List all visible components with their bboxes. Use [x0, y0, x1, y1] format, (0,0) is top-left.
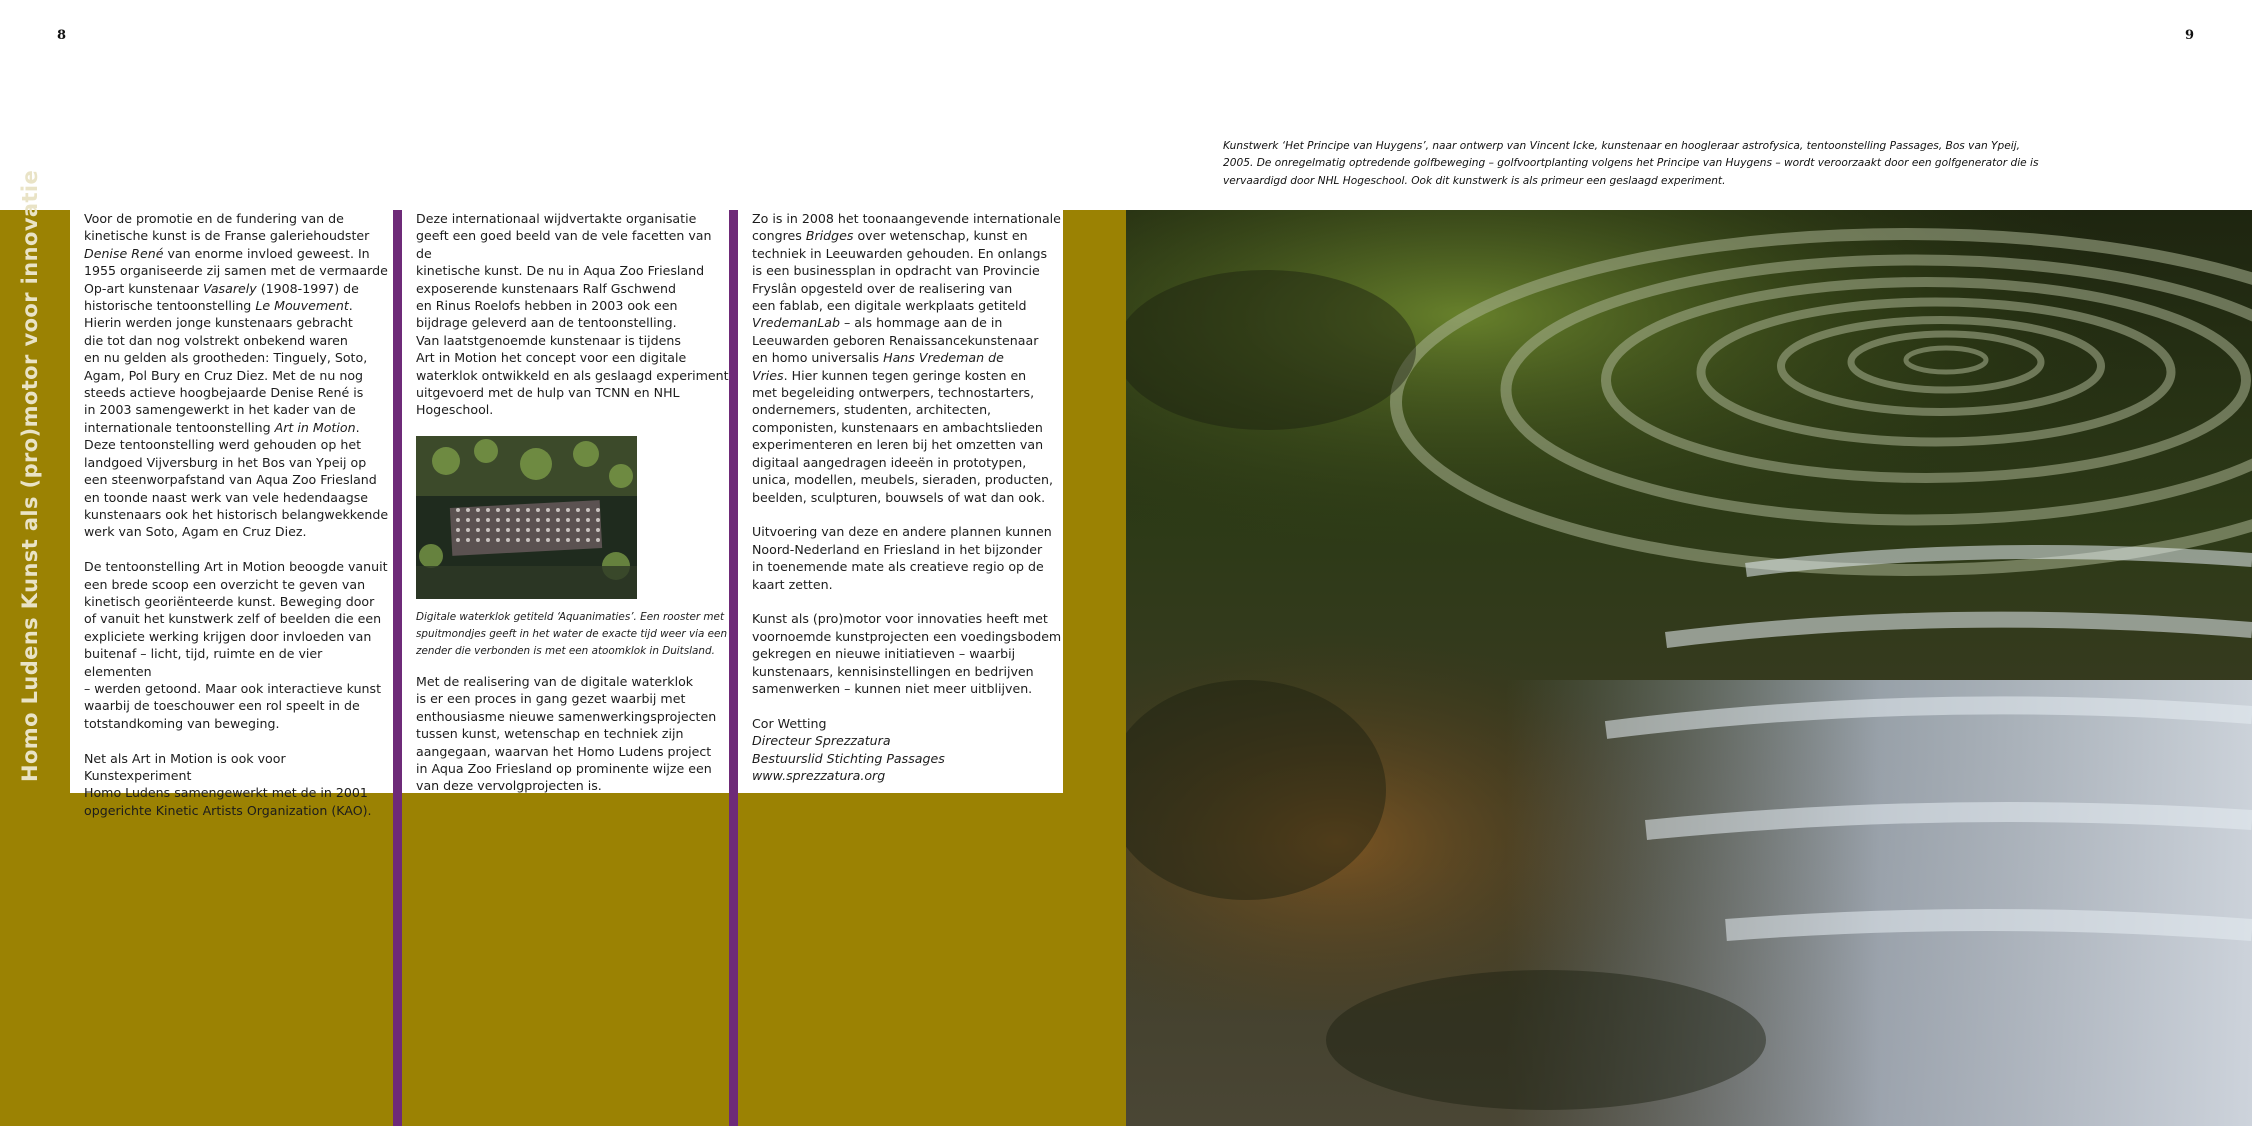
text-line: kinetische kunst is de Franse galeriehoudster [84, 228, 370, 244]
text-line: Hogeschool. [416, 402, 494, 418]
text-segment: en homo universalis [752, 350, 884, 366]
text-line: Met de realisering van de digitale waterklok [416, 673, 694, 689]
text-line: van deze vervolgprojecten is. [416, 778, 602, 794]
text-line [84, 419, 393, 436]
paragraph [752, 610, 1063, 697]
text-line [84, 245, 393, 262]
water-ripple-image [1126, 210, 2252, 1126]
text-line: samenwerken – kunnen niet meer uitblijven. [752, 680, 1033, 696]
text-line: bijdrage geleverd aan de tentoonstelling. [416, 315, 677, 331]
paragraph-gap [84, 541, 393, 558]
paragraph [752, 523, 1063, 593]
text-line: Deze internationaal wijdvertakte organisatie [416, 211, 697, 226]
text-segment: – als hommage aan de in [839, 315, 1003, 331]
paragraph [84, 210, 393, 541]
paragraph-gap [84, 732, 393, 749]
paragraph [84, 750, 393, 820]
paragraph-gap [416, 660, 729, 673]
text-line: is er een proces in gang gezet waarbij met [416, 691, 686, 707]
text-line: Homo Ludens samengewerkt met de in 2001 [84, 785, 368, 801]
paragraph-gap [752, 506, 1063, 523]
text-line: Zo is in 2008 het toonaangevende internationale [752, 211, 1061, 226]
text-line: totstandkoming van beweging. [84, 715, 280, 731]
text-line: werk van Soto, Agam en Cruz Diez. [84, 524, 307, 540]
author-role: Directeur Sprezzatura [752, 733, 891, 749]
author-url: www.sprezzatura.org [752, 767, 886, 783]
text-line: 1955 organiseerde zij samen met de vermaarde [84, 263, 388, 279]
text-segment: (1908-1997) de [256, 280, 359, 296]
caption-line: 2005. De onregelmatig optredende golfbeweging – golfvoortplanting volgens het Principe van Huygens – wordt veroorzaakt door een golfgenerator die is [1223, 157, 2039, 170]
waterklok-image [416, 436, 637, 599]
text-line: Net als Art in Motion is ook voor Kunstexperiment [84, 750, 286, 783]
text-line: voornoemde kunstprojecten een voedingsbodem [752, 628, 1062, 644]
text-segment: Op-art kunstenaar [84, 280, 204, 296]
text-segment: historische tentoonstelling [84, 298, 256, 314]
text-line: exposerende kunstenaars Ralf Gschwend [416, 280, 677, 296]
caption-line: vervaardigd door NHL Hogeschool. Ook dit kunstwerk is als primeur een geslaagd experiment. [1223, 174, 1726, 187]
text-line: ondernemers, studenten, architecten, [752, 402, 992, 418]
text-line [84, 280, 393, 297]
text-segment: . [348, 298, 353, 314]
text-line: buitenaf – licht, tijd, ruimte en de vier elementen [84, 646, 323, 679]
text-line: spuitmondjes geeft in het water de exacte tijd weer via een [416, 627, 728, 640]
text-line: Noord-Nederland en Friesland in het bijzonder [752, 541, 1043, 557]
text-column-2 [402, 210, 729, 793]
text-segment: congres [752, 228, 806, 244]
text-line [84, 297, 393, 314]
text-line: Digitale waterklok getiteld ‘Aquanimaties’. Een rooster met [416, 610, 725, 623]
text-line: Agam, Pol Bury en Cruz Diez. Met de nu nog [84, 367, 364, 383]
paragraph [416, 673, 729, 795]
photo-caption [1223, 138, 2039, 190]
text-line: kinetisch georiënteerde kunst. Beweging door [84, 593, 375, 609]
author-board: Bestuurslid Stichting Passages [752, 750, 945, 766]
paragraph-gap [752, 593, 1063, 610]
page-number-right: 9 [2185, 28, 2195, 43]
text-line: expliciete werking krijgen door invloeden van [84, 628, 372, 644]
column-divider-2 [729, 210, 738, 1126]
text-line: Deze tentoonstelling werd gehouden op het [84, 437, 362, 453]
text-line: of vanuit het kunstwerk zelf of beelden die een [84, 611, 382, 627]
text-line: zender die verbonden is met een atoomklok in Duitsland. [416, 644, 715, 657]
page-number-left: 8 [57, 28, 67, 43]
paragraph [416, 609, 729, 660]
text-segment: . [355, 419, 360, 435]
text-column-1 [70, 210, 393, 818]
text-line: Voor de promotie en de fundering van de [84, 211, 344, 226]
text-line: Van laatstgenoemde kunstenaar is tijdens [416, 332, 681, 348]
italic-text: Vries [752, 367, 784, 383]
text-line: uitgevoerd met de hulp van TCNN en NHL [416, 385, 680, 401]
waterklok-photo [416, 436, 637, 599]
signature-block [752, 715, 1063, 785]
text-line: in toenemende mate als creatieve regio op de [752, 559, 1044, 575]
paragraph-gap [752, 697, 1063, 714]
text-line [752, 349, 1063, 366]
text-line: componisten, kunstenaars en ambachtslieden [752, 419, 1043, 435]
italic-text: Le Mouvement [255, 298, 349, 314]
italic-text: Vasarely [203, 280, 257, 296]
text-line: Uitvoering van deze en andere plannen kunnen [752, 524, 1052, 540]
text-line: – werden getoond. Maar ook interactieve kunst [84, 680, 382, 696]
text-line: kunstenaars ook het historisch belangwekkende [84, 506, 389, 522]
text-line: waarbij de toeschouwer een rol speelt in de [84, 698, 360, 714]
paragraph [752, 210, 1063, 506]
text-line [752, 314, 1063, 331]
text-line: kunstenaars, kennisinstellingen en bedrijven [752, 663, 1034, 679]
text-line: De tentoonstelling Art in Motion beoogde vanuit [84, 559, 388, 575]
water-ripple-photo [1126, 210, 2252, 1126]
text-line: Kunst als (pro)motor voor innovaties heeft met [752, 611, 1048, 627]
text-line: unica, modellen, meubels, sieraden, producten, [752, 472, 1053, 488]
text-segment: internationale tentoonstelling [84, 419, 275, 435]
text-segment: . Hier kunnen tegen geringe kosten en [783, 367, 1027, 383]
text-line: geeft een goed beeld van de vele facetten van de [416, 228, 712, 261]
italic-text: VredemanLab [752, 315, 840, 331]
text-line: een fablab, een digitale werkplaats getiteld [752, 298, 1027, 314]
text-segment: van enorme invloed geweest. In [163, 245, 370, 261]
text-line: die tot dan nog volstrekt onbekend waren [84, 332, 348, 348]
paragraph-gap [416, 419, 729, 436]
text-line [752, 227, 1063, 244]
text-line: aangegaan, waarvan het Homo Ludens project [416, 743, 712, 759]
text-line: en nu gelden als grootheden: Tinguely, Soto, [84, 350, 368, 366]
text-line: Hierin werden jonge kunstenaars gebracht [84, 315, 353, 331]
text-line: Leeuwarden geboren Renaissancekunstenaar [752, 332, 1039, 348]
text-line: digitaal aangedragen ideeën in prototypen, [752, 454, 1027, 470]
italic-text: Bridges [805, 228, 854, 244]
text-line [752, 367, 1063, 384]
author-name: Cor Wetting [752, 715, 827, 731]
text-line: opgerichte Kinetic Artists Organization (KAO). [84, 802, 372, 818]
text-line: met begeleiding ontwerpers, technostarters, [752, 385, 1035, 401]
text-line: een steenworpafstand van Aqua Zoo Friesland [84, 472, 377, 488]
text-line: landgoed Vijversburg in het Bos van Ypeij op [84, 454, 367, 470]
text-line: waterklok ontwikkeld en als geslaagd experiment [416, 367, 729, 383]
paragraph [84, 558, 393, 732]
text-line: in Aqua Zoo Friesland op prominente wijze een [416, 760, 712, 776]
text-line: beelden, sculpturen, bouwsels of wat dan ook. [752, 489, 1046, 505]
italic-text: Art in Motion [274, 419, 356, 435]
text-line: kaart zetten. [752, 576, 833, 592]
text-line: een brede scoop een overzicht te geven van [84, 576, 366, 592]
text-line: techniek in Leeuwarden gehouden. En onlangs [752, 245, 1048, 261]
text-line: experimenteren en leren bij het omzetten van [752, 437, 1044, 453]
text-line: kinetische kunst. De nu in Aqua Zoo Friesland [416, 263, 705, 279]
text-column-3 [738, 210, 1063, 793]
column-divider-1 [393, 210, 402, 1126]
italic-text: Hans Vredeman de [883, 350, 1004, 366]
text-line: Art in Motion het concept voor een digitale [416, 350, 687, 366]
text-line: is een businessplan in opdracht van Provincie [752, 263, 1040, 279]
caption-line: Kunstwerk ‘Het Principe van Huygens’, naar ontwerp van Vincent Icke, kunstenaar en hoogleraar astrofysica, tentoonstelling Passages, Bos van Ypeij, [1223, 140, 2020, 152]
text-line: en toonde naast werk van vele hedendaagse [84, 489, 369, 505]
text-line: steeds actieve hoogbejaarde Denise René is [84, 385, 364, 401]
text-segment: over wetenschap, kunst en [853, 228, 1028, 244]
text-line: in 2003 samengewerkt in het kader van de [84, 402, 356, 418]
text-line: tussen kunst, wetenschap en techniek zijn [416, 726, 684, 742]
paragraph-gap [416, 599, 729, 609]
paragraph [416, 210, 729, 419]
text-line: Fryslân opgesteld over de realisering van [752, 280, 1013, 296]
vertical-section-title: Homo Ludens Kunst als (pro)motor voor innovatie [18, 169, 42, 782]
italic-text: Denise René [84, 245, 164, 261]
text-line: enthousiasme nieuwe samenwerkingsprojecten [416, 708, 717, 724]
text-line: gekregen en nieuwe initiatieven – waarbij [752, 646, 1016, 662]
text-line: en Rinus Roelofs hebben in 2003 ook een [416, 298, 678, 314]
